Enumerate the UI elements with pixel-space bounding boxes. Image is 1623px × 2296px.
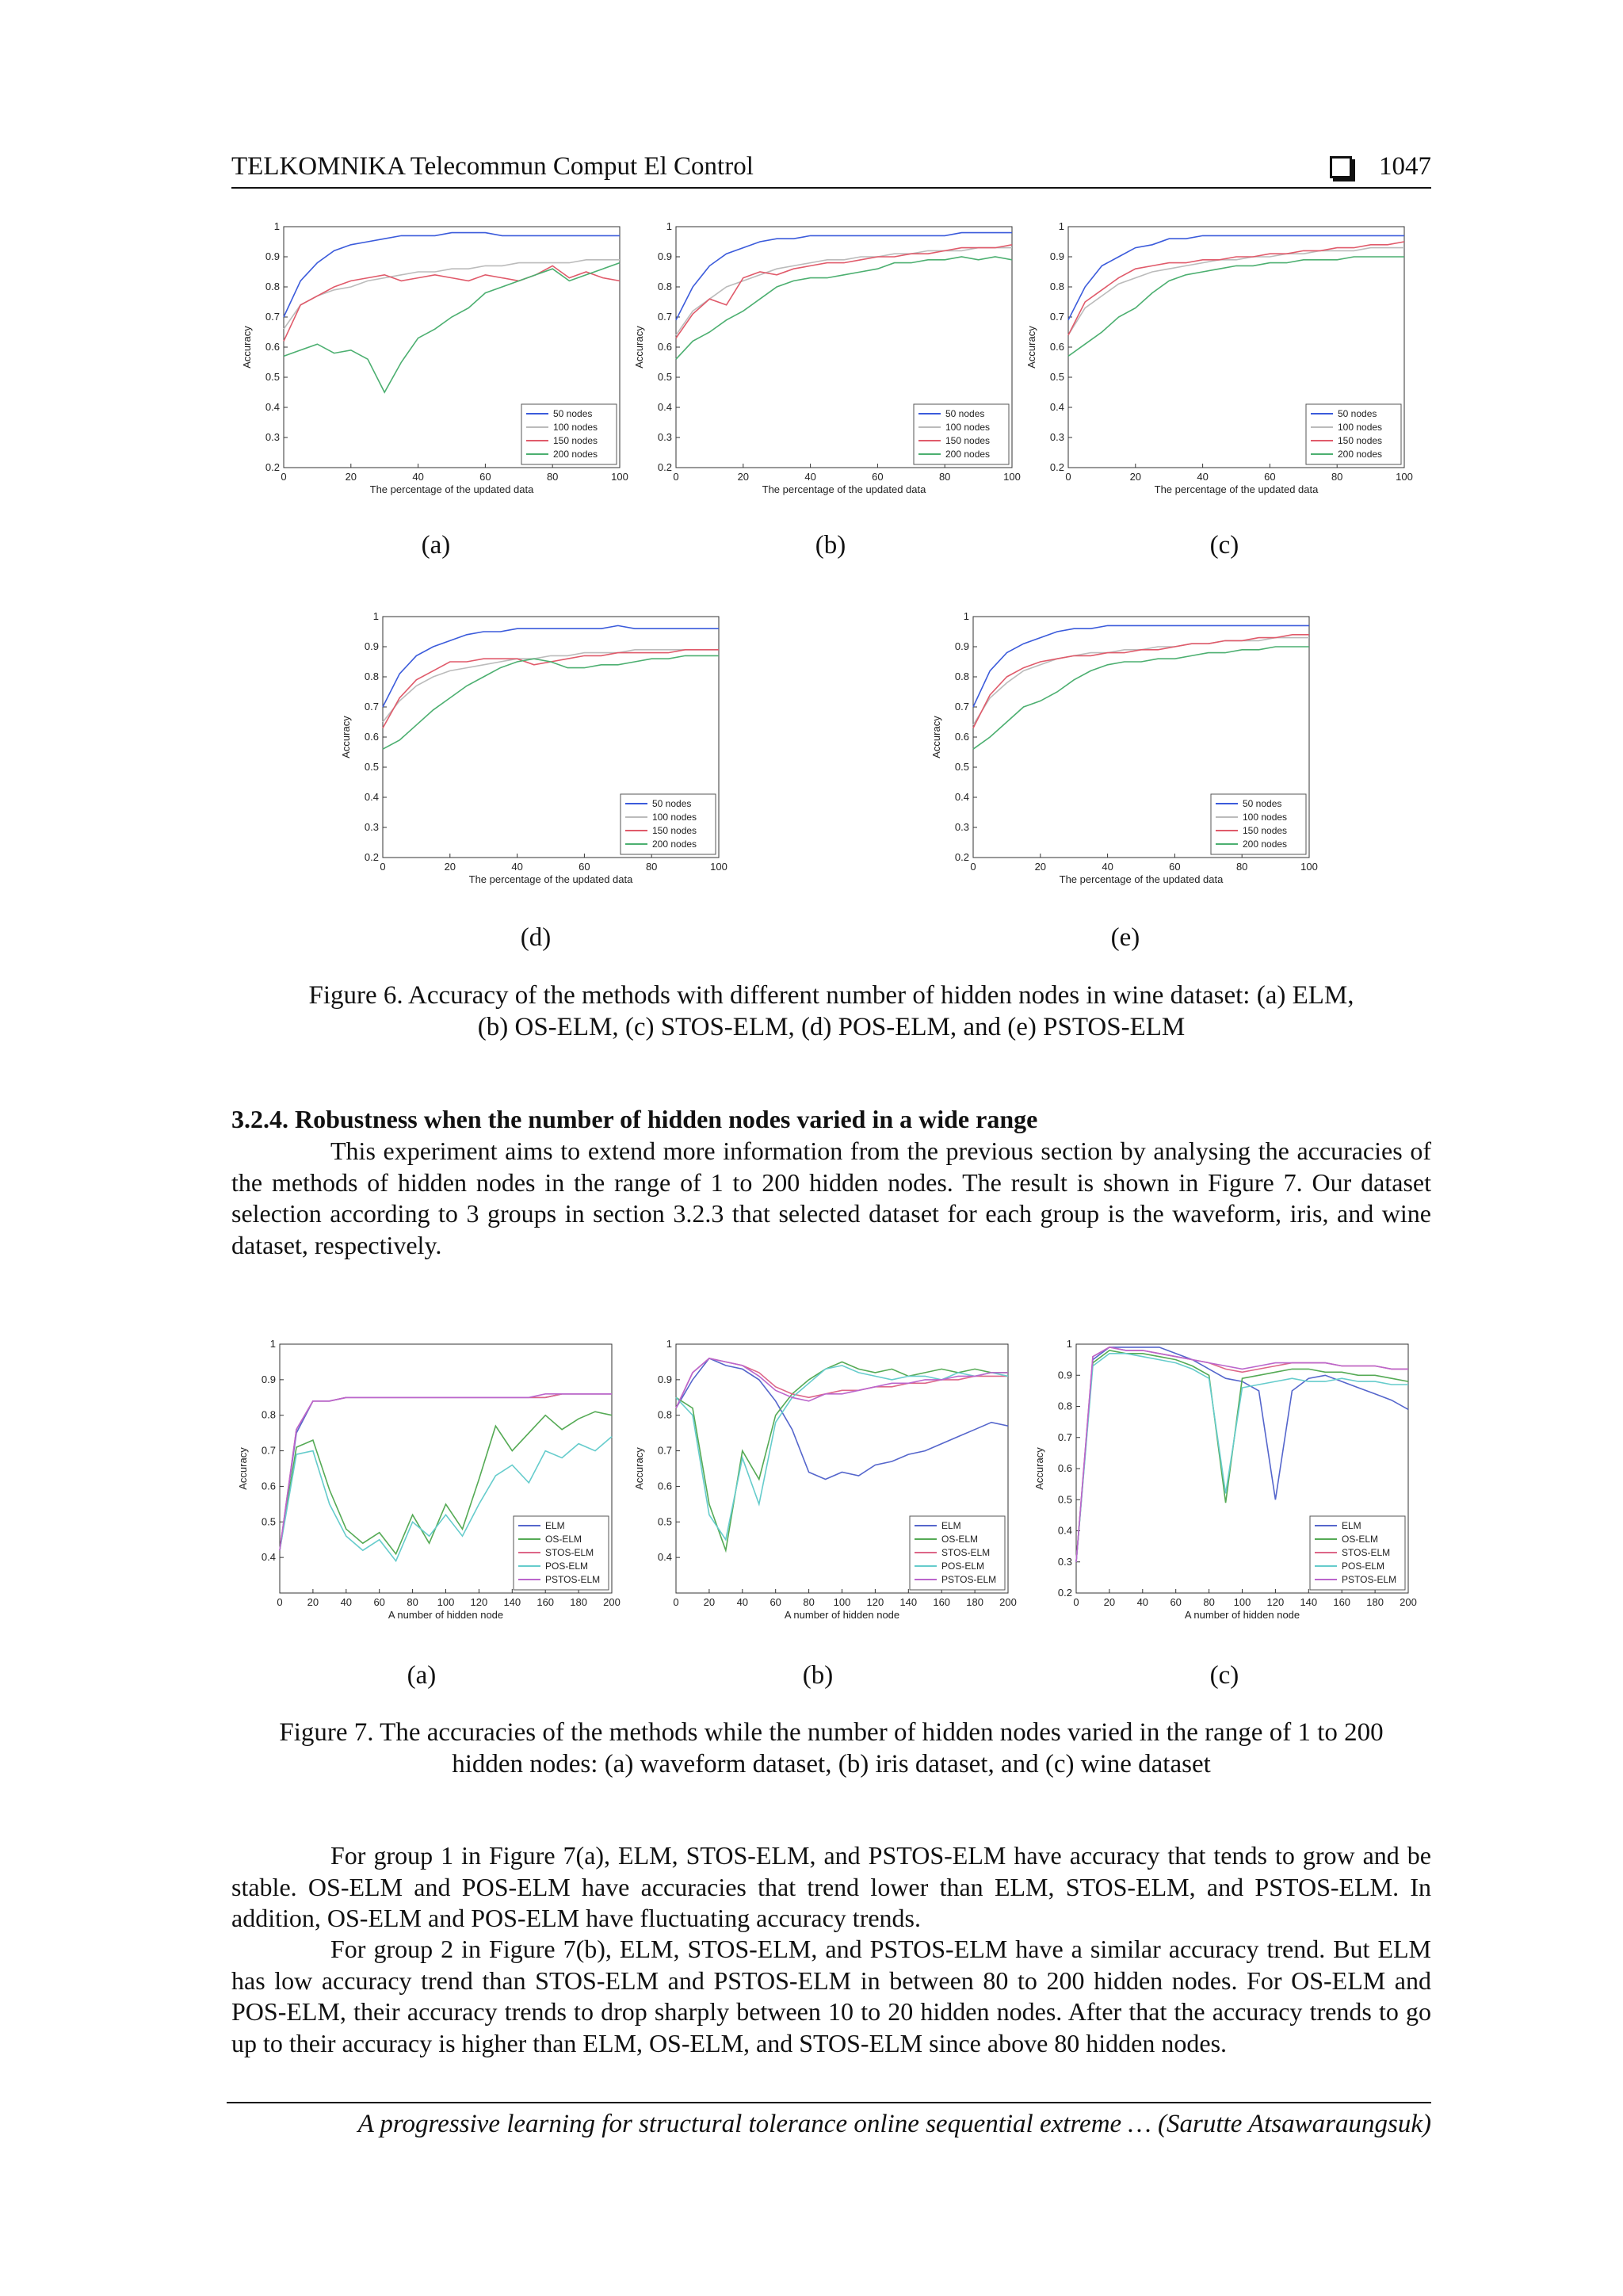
y-tick-label: 0.4 <box>1049 401 1064 413</box>
y-tick-label: 0.7 <box>954 701 969 712</box>
x-tick-label: 40 <box>511 861 523 873</box>
x-tick-label: 180 <box>966 1596 983 1608</box>
x-tick-label: 100 <box>437 1596 455 1608</box>
chart-fig6e <box>927 604 1316 897</box>
legend-label: 200 nodes <box>1338 449 1383 460</box>
fig6-label-b: (b) <box>815 531 846 560</box>
legend-label: POS-ELM <box>1342 1561 1385 1572</box>
y-tick-label: 0.6 <box>1049 341 1064 353</box>
x-tick-label: 0 <box>673 1596 679 1608</box>
x-tick-label: 120 <box>470 1596 488 1608</box>
header-rule <box>231 187 1431 189</box>
x-tick-label: 20 <box>345 471 357 483</box>
x-tick-label: 0 <box>380 861 386 873</box>
y-tick-label: 0.4 <box>954 791 969 803</box>
x-tick-label: 40 <box>804 471 816 483</box>
y-tick-label: 0.2 <box>1049 461 1064 473</box>
x-tick-label: 180 <box>1366 1596 1384 1608</box>
legend-label: OS-ELM <box>1342 1534 1379 1545</box>
x-tick-label: 40 <box>1136 1596 1149 1608</box>
legend-label: PSTOS-ELM <box>941 1574 997 1585</box>
y-tick-label: 0.7 <box>261 1444 276 1457</box>
legend-label: STOS-ELM <box>545 1547 594 1558</box>
x-tick-label: 40 <box>736 1596 749 1608</box>
legend-label: 50 nodes <box>1243 798 1282 809</box>
legend-label: 200 nodes <box>553 449 598 460</box>
legend-label: 100 nodes <box>652 812 697 823</box>
footer-citation: A progressive learning for structural tolerance online sequential extreme … (Sarutte Atsawaraungsuk) <box>357 2110 1431 2138</box>
y-tick-label: 0.6 <box>954 731 969 743</box>
y-tick-label: 0.5 <box>657 1515 672 1528</box>
legend-label: PSTOS-ELM <box>1342 1574 1397 1585</box>
legend-label: PSTOS-ELM <box>545 1574 601 1585</box>
y-tick-label: 0.9 <box>261 1373 276 1385</box>
x-tick-label: 80 <box>645 861 658 873</box>
chart-fig6c <box>1022 214 1411 507</box>
figure6-caption-line1: Figure 6. Accuracy of the methods with different number of hidden nodes in wine dataset: (a) ELM, <box>308 981 1354 1010</box>
y-tick-label: 0.9 <box>1057 1369 1072 1381</box>
y-axis-label: Accuracy <box>1033 1447 1045 1490</box>
x-tick-label: 20 <box>703 1596 716 1608</box>
chart-fig6a <box>238 214 626 507</box>
x-tick-label: 20 <box>1103 1596 1116 1608</box>
y-tick-label: 1 <box>273 220 280 232</box>
x-tick-label: 100 <box>833 1596 851 1608</box>
y-tick-label: 0.2 <box>364 851 379 863</box>
x-tick-label: 100 <box>1300 861 1318 873</box>
legend-label: ELM <box>941 1520 961 1531</box>
figure7-caption-line1: Figure 7. The accuracies of the methods while the number of hidden nodes varied in the range of 1 to 200 <box>279 1718 1384 1747</box>
y-tick-label: 0.4 <box>657 1551 672 1564</box>
y-tick-label: 0.5 <box>261 1515 276 1528</box>
y-axis-label: Accuracy <box>237 1447 249 1490</box>
y-tick-label: 0.6 <box>1057 1462 1072 1474</box>
figure7-caption <box>231 1717 1431 1780</box>
y-axis-label: Accuracy <box>633 326 645 369</box>
x-tick-label: 200 <box>603 1596 621 1608</box>
chart-fig6b <box>630 214 1021 507</box>
y-tick-label: 0.6 <box>261 1480 276 1492</box>
y-tick-label: 0.4 <box>364 791 379 803</box>
figure7-caption-line2: hidden nodes: (a) waveform dataset, (b) iris dataset, and (c) wine dataset <box>452 1750 1211 1778</box>
legend-label: 200 nodes <box>945 449 991 460</box>
x-tick-label: 100 <box>1003 471 1021 483</box>
x-tick-label: 60 <box>769 1596 781 1608</box>
paragraph-group2-text: For group 2 in Figure 7(b), ELM, STOS-ELM, and PSTOS-ELM have a similar accuracy trend. But ELM has low accuracy trend than STOS-ELM and PSTOS-ELM in between 80 to 200 hidden nodes. For OS-ELM and POS-ELM, their accuracy trends to drop sharply between 10 to 20 hidden nodes. After that the accuracy trends to go up to their accuracy is higher than ELM, OS-ELM, and STOS-ELM since above 80 hidden nodes. <box>231 1935 1431 2057</box>
y-tick-label: 0.4 <box>265 401 280 413</box>
x-tick-label: 20 <box>737 471 750 483</box>
legend-label: POS-ELM <box>545 1561 589 1572</box>
y-tick-label: 0.3 <box>265 431 280 443</box>
y-tick-label: 0.8 <box>657 1408 672 1421</box>
legend-label: STOS-ELM <box>1342 1547 1391 1558</box>
legend-label: 200 nodes <box>1243 839 1288 850</box>
x-tick-label: 20 <box>1034 861 1047 873</box>
y-tick-label: 0.5 <box>1057 1493 1072 1506</box>
y-tick-label: 0.6 <box>364 731 379 743</box>
y-axis-label: Accuracy <box>1025 326 1037 369</box>
x-tick-label: 0 <box>970 861 976 873</box>
y-axis-label: Accuracy <box>930 716 942 758</box>
x-tick-label: 20 <box>444 861 456 873</box>
y-tick-label: 0.5 <box>364 761 379 773</box>
y-tick-label: 0.6 <box>657 341 672 353</box>
legend-label: 150 nodes <box>652 825 697 836</box>
fig6-label-d: (d) <box>520 923 552 952</box>
paragraph-group1-text: For group 1 in Figure 7(a), ELM, STOS-ELM, and PSTOS-ELM have accuracy that tends to grow and be stable. OS-ELM and POS-ELM have accuracies that trend lower than ELM, STOS-ELM, and PSTOS-ELM. In addition, OS-ELM and POS-ELM have fluctuating accuracy trends. <box>231 1841 1431 1932</box>
x-tick-label: 80 <box>1203 1596 1215 1608</box>
paragraph-group2 <box>231 1934 1431 2059</box>
x-tick-label: 180 <box>570 1596 587 1608</box>
x-tick-label: 20 <box>1129 471 1142 483</box>
running-header: TELKOMNIKA Telecommun Comput El Control <box>231 152 754 181</box>
x-tick-label: 60 <box>1169 861 1181 873</box>
y-tick-label: 0.3 <box>1049 431 1064 443</box>
legend-label: 100 nodes <box>1338 422 1383 433</box>
y-tick-label: 1 <box>666 1338 672 1350</box>
x-tick-label: 140 <box>503 1596 521 1608</box>
fig7-label-c: (c) <box>1209 1661 1239 1690</box>
y-tick-label: 0.5 <box>657 371 672 383</box>
legend-label: 50 nodes <box>1338 408 1377 419</box>
legend-label: 150 nodes <box>1243 825 1288 836</box>
chart-fig7c <box>1030 1331 1415 1633</box>
legend-label: POS-ELM <box>941 1561 985 1572</box>
figure6-caption <box>231 980 1431 1043</box>
y-tick-label: 0.9 <box>657 250 672 262</box>
y-tick-label: 0.8 <box>1049 281 1064 292</box>
x-tick-label: 0 <box>1065 471 1071 483</box>
x-tick-label: 40 <box>1197 471 1209 483</box>
x-tick-label: 160 <box>933 1596 951 1608</box>
y-tick-label: 1 <box>1058 220 1064 232</box>
y-tick-label: 0.2 <box>1057 1587 1072 1599</box>
x-tick-label: 40 <box>340 1596 353 1608</box>
y-tick-label: 0.9 <box>657 1373 672 1385</box>
section-heading: 3.2.4. Robustness when the number of hidden nodes varied in a wide range <box>231 1105 1038 1133</box>
x-tick-label: 100 <box>710 861 727 873</box>
legend-label: OS-ELM <box>545 1534 582 1545</box>
chart-fig7a <box>234 1331 621 1633</box>
y-tick-label: 0.5 <box>1049 371 1064 383</box>
y-tick-label: 0.4 <box>261 1551 276 1564</box>
y-tick-label: 0.3 <box>1057 1555 1072 1568</box>
x-tick-label: 0 <box>1073 1596 1079 1608</box>
legend-label: 100 nodes <box>553 422 598 433</box>
x-tick-label: 60 <box>1264 471 1276 483</box>
y-tick-label: 0.7 <box>657 1444 672 1457</box>
x-axis-label: The percentage of the updated data <box>762 483 926 495</box>
fig6-label-a: (a) <box>421 531 451 560</box>
x-tick-label: 140 <box>1300 1596 1318 1608</box>
chart-fig7b <box>630 1331 1017 1633</box>
x-tick-label: 40 <box>1102 861 1113 873</box>
x-tick-label: 60 <box>479 471 491 483</box>
page-number-block <box>1330 152 1431 181</box>
fig7-label-a: (a) <box>407 1661 437 1690</box>
y-tick-label: 0.7 <box>1057 1431 1072 1443</box>
legend-label: 100 nodes <box>945 422 991 433</box>
x-tick-label: 200 <box>999 1596 1017 1608</box>
x-tick-label: 0 <box>277 1596 283 1608</box>
legend-label: 50 nodes <box>652 798 692 809</box>
fig6-label-c: (c) <box>1209 531 1239 560</box>
x-tick-label: 60 <box>1170 1596 1182 1608</box>
section-paragraph-text: This experiment aims to extend more information from the previous section by analysing the accuracies of the methods of hidden nodes in the range of 1 to 200 hidden nodes. The result is shown in Figure 7. Our dataset selection according to 3 groups in section 3.2.3 that selected dataset for each group is the waveform, iris, and wine dataset, respectively. <box>231 1137 1431 1259</box>
y-tick-label: 0.4 <box>657 401 672 413</box>
legend-label: 150 nodes <box>1338 435 1383 446</box>
x-tick-label: 80 <box>546 471 559 483</box>
x-tick-label: 100 <box>611 471 628 483</box>
y-tick-label: 0.9 <box>265 250 280 262</box>
y-tick-label: 0.9 <box>1049 250 1064 262</box>
legend-label: 150 nodes <box>553 435 598 446</box>
y-tick-label: 0.6 <box>657 1480 672 1492</box>
x-tick-label: 0 <box>673 471 679 483</box>
x-tick-label: 20 <box>307 1596 319 1608</box>
x-axis-label: The percentage of the updated data <box>468 873 633 885</box>
legend-label: 150 nodes <box>945 435 991 446</box>
legend-label: 50 nodes <box>945 408 985 419</box>
legend-label: ELM <box>1342 1520 1361 1531</box>
legend-label: STOS-ELM <box>941 1547 991 1558</box>
x-tick-label: 120 <box>1266 1596 1285 1608</box>
y-tick-label: 0.7 <box>364 701 379 712</box>
y-tick-label: 0.2 <box>954 851 969 863</box>
y-tick-label: 0.9 <box>954 640 969 652</box>
footer-rule <box>227 2102 1431 2103</box>
y-tick-label: 0.5 <box>265 371 280 383</box>
x-tick-label: 60 <box>579 861 590 873</box>
y-axis-label: Accuracy <box>241 326 253 369</box>
x-axis-label: A number of hidden node <box>388 1609 504 1621</box>
x-axis-label: The percentage of the updated data <box>1154 483 1319 495</box>
x-tick-label: 60 <box>373 1596 385 1608</box>
legend-label: OS-ELM <box>941 1534 979 1545</box>
y-tick-label: 0.2 <box>265 461 280 473</box>
square-bullet-icon <box>1330 156 1352 178</box>
x-tick-label: 80 <box>803 1596 815 1608</box>
chart-fig6d <box>337 604 725 897</box>
figure6-caption-line2: (b) OS-ELM, (c) STOS-ELM, (d) POS-ELM, and (e) PSTOS-ELM <box>477 1013 1186 1041</box>
x-tick-label: 100 <box>1233 1596 1251 1608</box>
x-tick-label: 0 <box>281 471 287 483</box>
y-tick-label: 0.4 <box>1057 1524 1072 1537</box>
x-tick-label: 80 <box>938 471 951 483</box>
y-tick-label: 0.7 <box>265 311 280 323</box>
y-tick-label: 1 <box>666 220 672 232</box>
y-tick-label: 0.7 <box>1049 311 1064 323</box>
x-tick-label: 140 <box>899 1596 918 1608</box>
y-tick-label: 1 <box>1066 1338 1072 1350</box>
y-tick-label: 0.8 <box>364 670 379 682</box>
x-axis-label: The percentage of the updated data <box>1059 873 1224 885</box>
y-tick-label: 0.3 <box>657 431 672 443</box>
y-axis-label: Accuracy <box>633 1447 645 1490</box>
y-tick-label: 0.6 <box>265 341 280 353</box>
y-tick-label: 0.8 <box>954 670 969 682</box>
y-tick-label: 0.3 <box>364 821 379 833</box>
y-tick-label: 1 <box>372 610 379 622</box>
y-tick-label: 1 <box>963 610 969 622</box>
x-tick-label: 60 <box>872 471 884 483</box>
y-tick-label: 0.8 <box>1057 1400 1072 1412</box>
section-paragraph <box>231 1136 1431 1261</box>
x-tick-label: 80 <box>407 1596 418 1608</box>
x-axis-label: A number of hidden node <box>1184 1609 1300 1621</box>
y-tick-label: 0.5 <box>954 761 969 773</box>
y-tick-label: 1 <box>269 1338 276 1350</box>
x-tick-label: 120 <box>866 1596 884 1608</box>
x-tick-label: 100 <box>1396 471 1413 483</box>
legend-label: 50 nodes <box>553 408 593 419</box>
y-tick-label: 0.8 <box>265 281 280 292</box>
y-tick-label: 0.7 <box>657 311 672 323</box>
page-number: 1047 <box>1379 152 1431 181</box>
legend-label: ELM <box>545 1520 565 1531</box>
x-tick-label: 40 <box>412 471 424 483</box>
paragraph-group1 <box>231 1840 1431 1935</box>
y-tick-label: 0.2 <box>657 461 672 473</box>
fig6-label-e: (e) <box>1110 923 1140 952</box>
legend-label: 100 nodes <box>1243 812 1288 823</box>
x-tick-label: 160 <box>1333 1596 1351 1608</box>
y-tick-label: 0.8 <box>657 281 672 292</box>
y-tick-label: 0.3 <box>954 821 969 833</box>
x-tick-label: 80 <box>1235 861 1248 873</box>
legend-label: 200 nodes <box>652 839 697 850</box>
y-tick-label: 0.8 <box>261 1408 276 1421</box>
y-tick-label: 0.9 <box>364 640 379 652</box>
y-axis-label: Accuracy <box>340 716 352 758</box>
x-tick-label: 200 <box>1400 1596 1417 1608</box>
x-tick-label: 160 <box>537 1596 555 1608</box>
fig7-label-b: (b) <box>802 1661 834 1690</box>
x-tick-label: 80 <box>1331 471 1343 483</box>
x-axis-label: The percentage of the updated data <box>369 483 534 495</box>
x-axis-label: A number of hidden node <box>784 1609 900 1621</box>
